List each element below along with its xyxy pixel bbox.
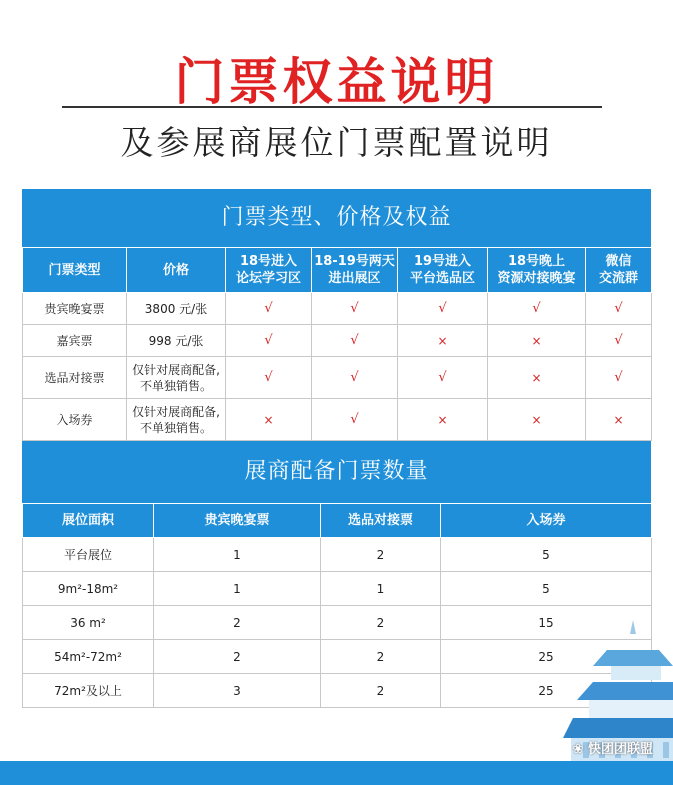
price-line: 998 元/张 [148, 333, 204, 348]
check-mark-cell: √ [226, 325, 312, 357]
check-mark-cell: √ [312, 325, 398, 357]
price-line: 仅针对展商配备, [132, 404, 220, 419]
table-row [23, 399, 652, 441]
check-mark-cell: √ [312, 293, 398, 325]
ticket-count-cell: 2 [321, 640, 441, 674]
price-line: 3800 元/张 [144, 301, 208, 316]
cross-mark-cell: × [488, 357, 586, 399]
header-wechat-group-l2: 交流群 [598, 271, 638, 286]
ticket-count-cell: 2 [321, 674, 441, 708]
header-forum-access-l1: 18号进入 [239, 254, 298, 269]
header-expo-access-l1: 18-19号两天 [314, 254, 395, 269]
header-admission: 入场券 [441, 504, 652, 538]
table-row [23, 606, 652, 640]
ticket-count-cell: 1 [154, 538, 321, 572]
header-forum-access [226, 248, 312, 293]
ticket-count-cell: 2 [321, 538, 441, 572]
booth-area-cell: 72m²及以上 [23, 674, 154, 708]
header-forum-access-l2: 论坛学习区 [235, 271, 301, 286]
cross-mark-cell: × [488, 399, 586, 441]
table-row [23, 293, 652, 325]
booth-table-heading: 展商配备门票数量 [22, 441, 651, 503]
table-row [23, 538, 652, 572]
check-mark-cell: √ [312, 399, 398, 441]
booth-area-cell: 54m²-72m² [23, 640, 154, 674]
ticket-count-cell: 1 [154, 572, 321, 606]
header-expo-access-l2: 进出展区 [328, 271, 381, 286]
header-expo-access [312, 248, 398, 293]
chat-icon: ❀ [572, 742, 588, 757]
watermark-text: 快团团联盟 [587, 742, 653, 757]
header-booth-area: 展位面积 [23, 504, 154, 538]
table-row [23, 640, 652, 674]
check-mark-cell: √ [398, 293, 488, 325]
check-mark-cell: √ [312, 357, 398, 399]
check-mark-cell: √ [586, 293, 652, 325]
header-selection: 选品对接票 [321, 504, 441, 538]
header-wechat-group [586, 248, 652, 293]
header-ticket-type: 门票类型 [23, 248, 127, 293]
header-dinner-l2: 资源对接晚宴 [497, 271, 576, 286]
ticket-count-cell: 15 [441, 606, 652, 640]
ticket-count-cell: 5 [441, 572, 652, 606]
header-price: 价格 [127, 248, 226, 293]
price-cell [127, 293, 226, 325]
price-cell [127, 325, 226, 357]
ticket-count-cell: 2 [321, 606, 441, 640]
header-selection-area-l1: 19号进入 [413, 254, 472, 269]
header-vip-dinner: 贵宾晚宴票 [154, 504, 321, 538]
ticket-table-heading: 门票类型、价格及权益 [22, 189, 651, 247]
check-mark-cell: √ [226, 293, 312, 325]
header-dinner [488, 248, 586, 293]
check-mark-cell: √ [226, 357, 312, 399]
table-header-row [23, 248, 652, 293]
table-row [23, 572, 652, 606]
check-mark-cell: √ [586, 325, 652, 357]
booth-area-cell: 平台展位 [23, 538, 154, 572]
header-wechat-group-l1: 微信 [605, 254, 632, 269]
ticket-type-cell: 嘉宾票 [23, 325, 127, 357]
table-row [23, 325, 652, 357]
table-row [23, 674, 652, 708]
ticket-count-cell: 2 [154, 606, 321, 640]
ticket-count-cell: 3 [154, 674, 321, 708]
table-header-row [23, 504, 652, 538]
title-divider [62, 106, 602, 108]
check-mark-cell: √ [488, 293, 586, 325]
ticket-count-cell: 25 [441, 640, 652, 674]
table-row [23, 357, 652, 399]
booth-area-cell: 9m²-18m² [23, 572, 154, 606]
cross-mark-cell: × [226, 399, 312, 441]
ticket-count-cell: 2 [154, 640, 321, 674]
check-mark-cell: √ [586, 357, 652, 399]
cross-mark-cell: × [398, 325, 488, 357]
ticket-type-cell: 选品对接票 [23, 357, 127, 399]
ticket-type-cell: 贵宾晚宴票 [23, 293, 127, 325]
ticket-count-cell: 1 [321, 572, 441, 606]
watermark [573, 738, 653, 757]
bottom-color-strip [0, 761, 673, 785]
cross-mark-cell: × [488, 325, 586, 357]
cross-mark-cell: × [586, 399, 652, 441]
price-line: 仅针对展商配备, [132, 362, 220, 377]
ticket-type-cell: 入场券 [23, 399, 127, 441]
header-dinner-l1: 18号晚上 [507, 254, 566, 269]
booth-area-cell: 36 m² [23, 606, 154, 640]
ticket-benefits-table [22, 247, 652, 441]
header-selection-area [398, 248, 488, 293]
ticket-count-cell: 25 [441, 674, 652, 708]
price-cell [127, 399, 226, 441]
page-subtitle: 及参展商展位门票配置说明 [120, 123, 553, 162]
price-cell [127, 357, 226, 399]
check-mark-cell: √ [398, 357, 488, 399]
header-selection-area-l2: 平台选品区 [409, 271, 475, 286]
booth-ticket-table [22, 503, 652, 708]
ticket-benefits-panel [22, 189, 651, 708]
page-title: 门票权益说明 [174, 53, 499, 111]
price-line: 不单独销售。 [139, 420, 212, 435]
ticket-count-cell: 5 [441, 538, 652, 572]
cross-mark-cell: × [398, 399, 488, 441]
price-line: 不单独销售。 [139, 378, 212, 393]
